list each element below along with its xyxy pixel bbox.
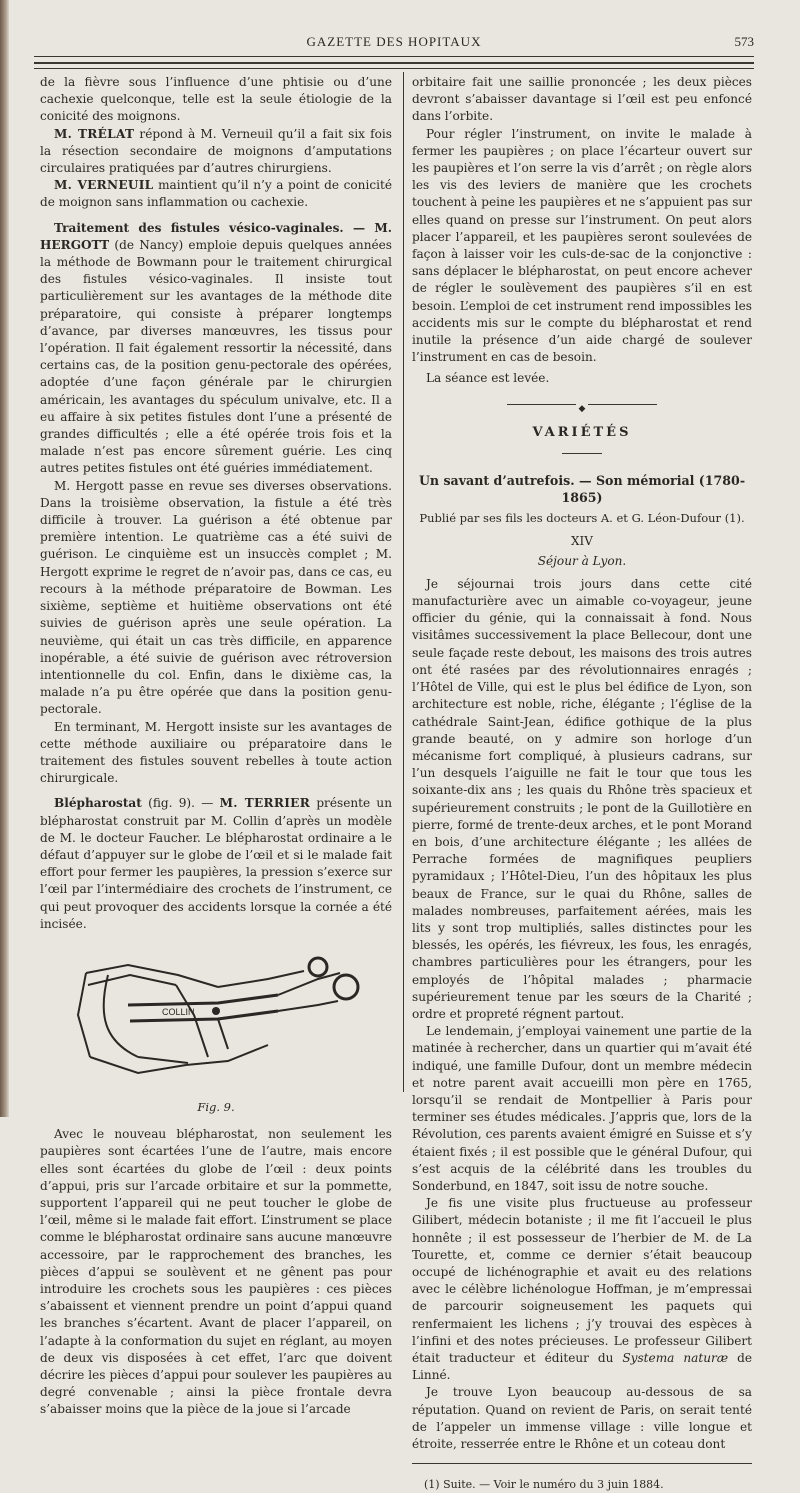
- engraved-maker-mark: COLLIN: [162, 1006, 195, 1017]
- paragraph: M. Hergott passe en revue ses diverses observations. Dans la troisième observation, la fistule a été très difficile à trouver. La guérison a été obtenue par première intention. Le quatrième cas a été suivi de guérison. Le cinquième est un insuccès complet ; M. Hergott exprime le regret de n’avoir pas, dans ce cas, eu recours à la méthode préparatoire de Bowman. Les sixième, septième et huitième observations ont été suivies de guérison après une seule opération. La neuvième, qui était un cas très difficile, en apparence inopérable, a été suivie de guérison avec rétroversion intentionnelle du col. Enfin, dans le dixième cas, la malade n’a pu être opérée que dans la position genu-pectorale.: [40, 478, 392, 717]
- footnote: (1) Suite. — Voir le numéro du 3 juin 1884.: [424, 1478, 664, 1492]
- header-rule: [34, 68, 754, 69]
- section-heading: Blépharostat: [54, 796, 142, 811]
- article-byline: Publié par ses fils les docteurs A. et G. Léon-Dufour (1).: [419, 511, 745, 526]
- paragraph: Pour régler l’instrument, on invite le malade à fermer les paupières ; on place l’écarteur ouvert sur les paupières et l’on serre la vis d’arrêt ; on règle alors les vis des leviers de manière que les crochets touchent à peine les paupières et ne s’appuient pas sur elles quand on presse sur l’instrument. On peut alors placer l’appareil, et les paupières seront soulevées de façon à laisser voir les culs-de-sac de la conjonctive : sans déplacer le blépharostat, on peut encore achever de régler le soulèvement des paupières s’il en est besoin. L’emploi de cet instrument rend impossibles les accidents mis sur le compte du blépharostat et rend inutile la présence d’un aide chargé de soulever l’instrument en cas de besoin.: [412, 126, 752, 365]
- paragraph-text: présente un blépharostat construit par M. Collin d’après un modèle de M. le docteur Faucher. Le blépharostat ordinaire a le défaut d’appuyer sur le globe de l’œil et si le malade fait effort pour fermer les paupières, la pression s’exerce sur l’œil par l’intermédiaire des crochets de l’instrument, ce qui peut provoquer des accidents lorsque la cornée a été incisée.: [40, 796, 392, 931]
- paragraph: Le lendemain, j’employai vainement une partie de la matinée à rechercher, dans un quartier qui m’avait été indiqué, une famille Dufour, dont un membre médecin et notre parent avait accueilli mon père en 1765, lorsqu’il se rendait de Montpellier à Paris pour terminer ses études médicales. J’appris que, lors de la Révolution, ces parents avaient émigré en Suisse et s’y étaient fixés ; il est possible que le général Dufour, qui s’est acquis de la célébrité dans les troubles du Sonderbund, en 1847, soit issu de notre souche.: [412, 1024, 752, 1193]
- figure-caption: Fig. 9.: [197, 1099, 235, 1114]
- paragraph-text: répond à M. Verneuil qu’il a fait six fois la résection secondaire de moignons d’amputations circulaires pratiquées par d’autres chirurgiens.: [40, 126, 392, 176]
- paragraph: [40, 177, 392, 211]
- journal-title: GAZETTE DES HOPITAUX: [306, 34, 482, 49]
- paragraph: [40, 220, 392, 478]
- header-rule: [34, 56, 754, 57]
- paragraph: [412, 1195, 752, 1384]
- column-divider: [403, 72, 404, 1092]
- page-header: [34, 34, 754, 52]
- short-rule: [562, 453, 602, 454]
- paragraph: En terminant, M. Hergott insiste sur les avantages de cette méthode auxiliaire ou préparatoire dans le traitement des fistules souvent rebelles à toute action chirurgicale.: [40, 719, 392, 786]
- ornamental-rule: [507, 400, 657, 414]
- section-title: VARIÉTÉS: [532, 424, 632, 440]
- paragraph-text: (de Nancy) emploie depuis quelques années la méthode de Bowmann pour le traitement chirurgical des fistules vésico-vaginales. Il insiste tout particulièrement sur les avantages de la méthode dite préparatoire, qui consiste à préparer longtemps d’avance, par diverses manœuvres, les tissus pour l’opération. Il fait également ressortir la nécessité, dans certains cas, de la position genu-pectorale des opérées, adoptée d’une façon générale par le chirurgien américain, les avantages du spéculum univalve, etc. Il a eu affaire à six petites fistules dont l’une a présenté de grandes difficultés ; elle a été opérée trois fois et la malade n’est pas encore sûrement guérie. Les cinq autres petites fistules ont été guéries immédiatement.: [40, 237, 392, 476]
- paragraph: orbitaire fait une saillie prononcée ; les deux pièces devront s’abaisser davantage si l’œil est peu enfoncé dans l’orbite.: [412, 75, 752, 124]
- header-rule: [34, 62, 754, 64]
- blepharostat-illustration: [68, 945, 368, 1095]
- speaker-name: M. TRÉLAT: [54, 126, 135, 141]
- figure-reference: (fig. 9). —: [141, 796, 220, 811]
- section-heading: Traitement des fistules vésico-vaginales. — M. HERGOTT: [40, 220, 392, 252]
- ornament-diamond: ◆: [576, 404, 589, 414]
- chapter-number: XIV: [571, 534, 593, 549]
- paragraph: [40, 795, 392, 933]
- paragraph-text: de Linné.: [412, 1351, 752, 1383]
- paragraph: La séance est levée.: [426, 371, 550, 386]
- paragraph: de la fièvre sous l’influence d’une phtisie ou d’une cachexie quelconque, telle est la seule étiologie de la conicité des moignons.: [40, 75, 392, 124]
- speaker-name: M. TERRIER: [219, 796, 311, 811]
- right-column: [412, 74, 752, 1493]
- chapter-title: Séjour à Lyon.: [537, 553, 627, 568]
- article-title: Un savant d’autrefois. — Son mémorial (1780-1865): [418, 472, 746, 506]
- page-number: 573: [734, 34, 754, 49]
- paragraph: [40, 126, 392, 178]
- footnote-rule: [412, 1463, 752, 1464]
- newspaper-page: [14, 0, 800, 1492]
- paragraph: Je séjournai trois jours dans cette cité manufacturière avec un aimable co-voyageur, jeune officier du génie, qui la connaissait à fond. Nous visitâmes successivement la place Bellecour, dont une seule façade reste debout, les maisons des trois autres ont été rasées par des révolutionnaires enragés ; l’Hôtel de Ville, qui est le plus bel édifice de Lyon, son architecture est noble, riche, élégante ; l’église de la cathédrale Saint-Jean, édifice gothique de la plus grande beauté, on y admire son horloge d’un mécanisme fort compliqué, à plusieurs cadrans, sur l’un desquels l’aiguille ne fait le tour que tous les soixante-dix ans ; les quais du Rhône très spacieux et supérieurement construits ; le pont de la Guillotière en pierre, formé de trente-deux arches, et le pont Morand en bois, d’une architecture élégante ; les allées de Perrache formées de magnifiques peupliers pyramidaux ; l’Hôtel-Dieu, l’un des hôpitaux les plus beaux de France, sur le quai du Rhône, salles de malades nombreuses, parfaitement aérées, mais les lits y sont trop multipliés, salles distinctes pour les blessés, les opérés, les fiévreux, les fous, les enragés, chambres particulières pour les étrangers, pour les employés de l’hôpital malades ; pharmacie supérieurement tenue par les sœurs de la Charité ; ordre et propreté régnent partout.: [412, 576, 752, 1021]
- book-title: Systema naturæ: [622, 1351, 729, 1366]
- paragraph-text: Je fis une visite plus fructueuse au professeur Gilibert, médecin botaniste ; il me fit l’accueil le plus honnête ; il est possesseur de l’herbier de M. de La Tourette, et, comme ce dernier s’était beaucoup occupé de lichénographie et avait eu des relations avec le célèbre lichénologue Hoffman, je m’empressai de parcourir soigneusement les paquets qui renfermaient les lichens ; j’y trouvai des espèces à l’infini et des notes précieuses. Le professeur Gilibert était traducteur et éditeur du: [412, 1196, 752, 1366]
- paragraph: Je trouve Lyon beaucoup au-dessous de sa réputation. Quand on revient de Paris, on serait tenté de l’appeler un immense village : ville longue et étroite, resserrée entre le Rhône et un coteau dont: [412, 1385, 752, 1452]
- paragraph: Avec le nouveau blépharostat, non seulement les paupières sont écartées l’une de l’autre, mais encore elles sont écartées du globe de l’œil : deux points d’appui, pris sur l’arcade orbitaire et sur la pommette, supportent l’appareil qui ne peut toucher le globe de l’œil, même si le malade fait effort. L’instrument se place comme le blépharostat ordinaire sans aucune manœuvre accessoire, par le rapprochement des branches, les pièces d’appui se soulèvent et ne gênent pas pour introduire les crochets sous les paupières : ces pièces s’abaissent et viennent prendre un point d’appui quand les branches s’écartent. Avant de placer l’appareil, on l’adapte à la conformation du sujet en réglant, au moyen de deux vis disposées à cet effet, l’arc que doivent décrire les pièces d’appui pour soulever les paupières au degré convenable ; ainsi la pièce frontale devra s’abaisser moins que la pièce de la joue si l’arcade: [40, 1127, 392, 1417]
- speaker-name: M. VERNEUIL: [54, 178, 154, 193]
- left-column: [40, 74, 392, 1419]
- page-binding-edge: [0, 0, 9, 1117]
- blepharostat-engraving: [68, 945, 368, 1095]
- paragraph-text: maintient qu’il n’y a point de conicité de moignon sans inflammation ou cachexie.: [40, 178, 392, 210]
